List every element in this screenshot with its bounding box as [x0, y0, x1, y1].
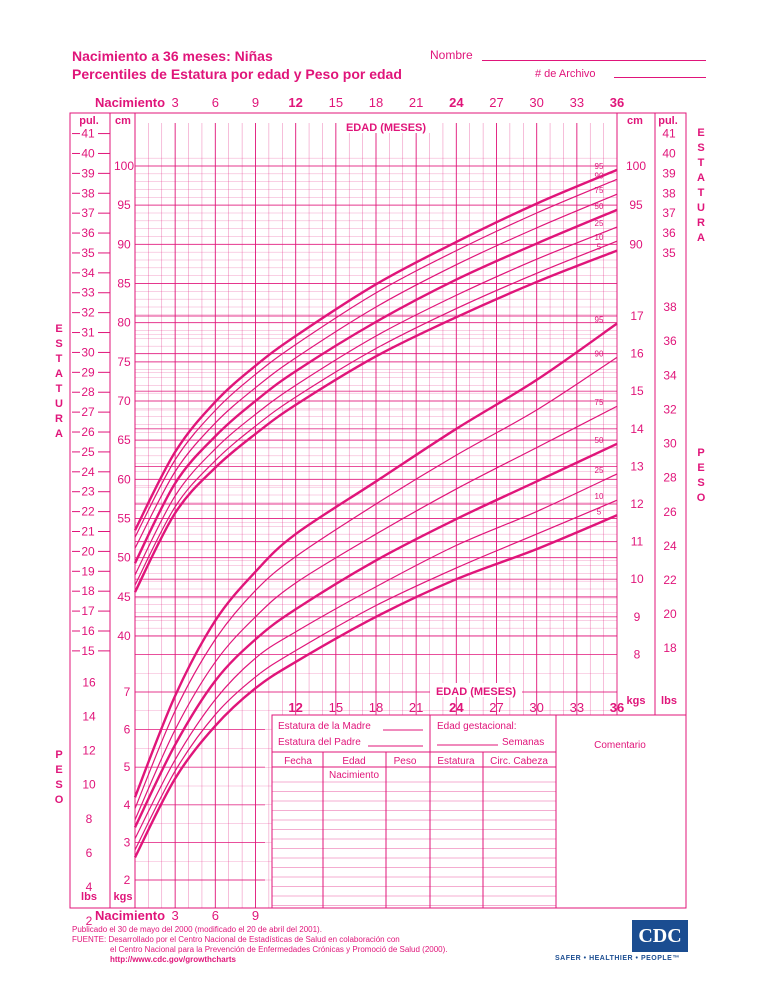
lb-tick-label-left: 4 [85, 879, 93, 894]
kg-tick-label-left: 6 [123, 722, 131, 737]
inch-tick-label: 15 [81, 643, 95, 658]
cm-tick-label: 80 [117, 315, 131, 330]
weeks-label: Semanas [502, 737, 545, 748]
cm-tick-label-right: 90 [629, 237, 643, 252]
cm-tick-label: 45 [117, 589, 131, 604]
x-tick-label-mid: 21 [408, 700, 424, 715]
kg-tick-label-right: 9 [633, 609, 641, 624]
inch-tick-label-right: 36 [662, 226, 676, 241]
inch-tick-label: 22 [81, 504, 95, 519]
cm-tick-label: 55 [117, 511, 131, 526]
cm-tick-label: 90 [117, 237, 131, 252]
inch-tick-label-right: 39 [662, 166, 676, 181]
head-circ-column-header: Circ. Cabeza [490, 756, 548, 767]
lb-tick-label-right: 18 [663, 641, 677, 656]
chart-title-line1: Nacimiento a 36 meses: Niñas [72, 48, 273, 64]
x-tick-label: Nacimiento [94, 95, 166, 110]
inch-tick-label: 39 [81, 166, 95, 181]
lb-tick-label-right: 26 [663, 504, 677, 519]
inch-tick-label: 31 [81, 325, 95, 340]
footer-source: FUENTE: Desarrollado por el Centro Nacional de Estadísticas de Salud en colaboración con [72, 935, 400, 944]
lb-tick-label-left: 16 [82, 675, 96, 690]
x-tick-label-mid: 27 [489, 700, 504, 715]
kg-tick-label-right: 10 [630, 572, 644, 587]
unit-lbs-left: lbs [81, 891, 97, 903]
comment-label: Comentario [594, 740, 646, 751]
x-axis-title-top: EDAD (MESES) [345, 122, 427, 134]
estatura-left-label: E S T A T U R A [55, 323, 63, 440]
inch-tick-label: 34 [81, 265, 95, 280]
inch-tick-label: 41 [81, 126, 95, 141]
weight-percentile-label: 90 [594, 349, 604, 359]
lb-tick-label-left: 12 [82, 743, 96, 758]
inch-tick-label-right: 41 [662, 126, 676, 141]
lb-tick-label-left: 14 [82, 709, 96, 724]
inch-tick-label: 17 [81, 604, 95, 619]
estatura-right-label: E S T A T U R A [697, 127, 705, 244]
x-tick-label-bottom: Nacimiento [94, 908, 166, 923]
x-tick-label-bottom: 3 [171, 908, 179, 923]
cm-tick-label: 100 [113, 159, 135, 173]
x-tick-label-mid: 36 [609, 700, 625, 715]
length-column-header: Estatura [437, 756, 475, 767]
lb-tick-label-left: 2 [85, 914, 93, 929]
peso-left-label: P E S O [54, 749, 64, 806]
inch-tick-label: 18 [81, 584, 95, 599]
kg-tick-label-left: 5 [123, 760, 131, 775]
inch-tick-label: 23 [81, 484, 95, 499]
length-percentile-label: 50 [594, 201, 604, 211]
inch-tick-label: 30 [81, 345, 95, 360]
inch-tick-label: 36 [81, 226, 95, 241]
length-percentile-label: 95 [594, 161, 604, 171]
inch-tick-label-right: 35 [662, 245, 676, 260]
x-tick-label: 30 [529, 95, 544, 110]
peso-right-label: P E S O [696, 447, 706, 504]
length-percentile-label: 5 [596, 242, 602, 252]
cdc-logo: CDC [632, 920, 688, 952]
lb-tick-label-right: 34 [663, 368, 677, 383]
footer-source-2: el Centro Nacional para la Prevención de Enfermedades Crónicas y Promoció de Salud (2000). [110, 945, 448, 954]
length-percentile-label: 25 [594, 219, 604, 229]
x-tick-label: 12 [288, 95, 303, 110]
x-tick-label: 6 [211, 95, 219, 110]
mother-height-label: Estatura de la Madre [278, 721, 371, 732]
inch-tick-label: 21 [81, 524, 95, 539]
kg-tick-label-right: 8 [633, 647, 641, 662]
footer-url[interactable]: http://www.cdc.gov/growthcharts [110, 955, 236, 964]
x-tick-label-mid: 15 [328, 700, 344, 715]
unit-inches-right: pul. [658, 115, 678, 127]
weight-percentile-label: 50 [594, 435, 604, 445]
x-tick-label: 18 [368, 95, 384, 110]
cm-tick-label: 40 [117, 629, 131, 643]
length-percentile-label: 90 [594, 171, 604, 181]
x-tick-label: 3 [171, 95, 179, 110]
weight-column-header: Peso [393, 756, 417, 767]
cm-tick-label: 85 [117, 276, 131, 291]
weight-percentile-label: 10 [594, 492, 604, 502]
unit-kgs-right: kgs [626, 695, 646, 707]
weight-percentile-label: 75 [594, 398, 604, 408]
inch-tick-label-right: 38 [662, 186, 676, 201]
inch-tick-label: 24 [81, 464, 95, 479]
lb-tick-label-right: 30 [663, 436, 677, 451]
cm-tick-label: 50 [117, 550, 131, 565]
x-tick-label-mid: 33 [569, 700, 585, 715]
kg-tick-label-right: 17 [630, 309, 644, 323]
x-tick-label: 33 [569, 95, 585, 110]
kg-tick-label-right: 12 [630, 497, 644, 511]
inch-tick-label-right: 37 [662, 206, 676, 221]
x-tick-label: 21 [408, 95, 424, 110]
inch-tick-label: 40 [81, 146, 95, 161]
lb-tick-label-right: 36 [663, 334, 677, 349]
unit-inches-left: pul. [79, 115, 99, 127]
weight-percentile-label: 95 [594, 315, 604, 325]
inch-tick-label: 25 [81, 444, 95, 459]
inch-tick-label: 29 [81, 365, 95, 380]
kg-tick-label-left: 4 [123, 797, 131, 812]
x-tick-label: 24 [449, 95, 464, 110]
cm-tick-label: 70 [117, 394, 131, 408]
inch-tick-label: 37 [81, 206, 95, 221]
lb-tick-label-right: 28 [663, 470, 677, 485]
inch-tick-label: 32 [81, 305, 95, 320]
inch-tick-label: 27 [81, 405, 95, 420]
cm-tick-label: 95 [117, 198, 131, 213]
kg-tick-label-left: 7 [123, 685, 131, 699]
lb-tick-label-left: 10 [82, 777, 96, 792]
cdc-tagline: SAFER • HEALTHIER • PEOPLE™ [555, 955, 680, 962]
kg-tick-label-right: 14 [630, 421, 644, 436]
x-tick-label-mid: 24 [449, 700, 464, 715]
name-label: Nombre [430, 48, 473, 62]
cm-tick-label-right: 95 [629, 198, 643, 213]
footer-published: Publicado el 30 de mayo del 2000 (modificado el 20 de abril del 2001). [72, 925, 322, 934]
x-tick-label-bottom: 9 [251, 908, 260, 923]
inch-tick-label: 38 [81, 186, 95, 201]
x-tick-label-mid: 12 [288, 700, 303, 715]
lb-tick-label-right: 24 [663, 538, 677, 553]
cm-tick-label-right: 100 [625, 159, 647, 173]
file-number-label: # de Archivo [535, 68, 596, 80]
lb-tick-label-right: 32 [663, 402, 677, 417]
birth-column-header: Nacimiento [328, 770, 380, 781]
gestational-age-label: Edad gestacional: [437, 721, 517, 732]
inch-tick-label: 16 [81, 623, 95, 638]
inch-tick-label: 26 [81, 425, 95, 440]
x-tick-label: 36 [609, 95, 625, 110]
lb-tick-label-right: 20 [663, 607, 677, 622]
kg-tick-label-left: 2 [123, 873, 131, 887]
x-tick-label: 9 [251, 95, 260, 110]
cm-tick-label: 65 [117, 433, 131, 448]
x-axis-title-mid: EDAD (MESES) [435, 686, 517, 698]
length-percentile-label: 75 [594, 186, 604, 196]
lb-tick-label-right: 38 [663, 300, 677, 315]
x-tick-label-mid: 18 [368, 700, 384, 715]
lb-tick-label-left: 8 [85, 811, 93, 826]
cm-tick-label: 60 [117, 472, 131, 487]
age-column-header: Edad [342, 756, 366, 767]
x-tick-label: 27 [489, 95, 504, 110]
inch-tick-label: 35 [81, 245, 95, 260]
lb-tick-label-right: 22 [663, 572, 677, 587]
x-tick-label-mid: 30 [529, 700, 544, 715]
weight-percentile-label: 5 [596, 507, 602, 517]
kg-tick-label-right: 16 [630, 346, 644, 361]
unit-cm-left: cm [115, 115, 131, 127]
kg-tick-label-right: 11 [630, 534, 644, 549]
unit-lbs-right: lbs [661, 695, 677, 707]
kg-tick-label-right: 15 [630, 384, 644, 399]
weight-percentile-label: 25 [594, 465, 604, 475]
kg-tick-label-right: 13 [630, 459, 644, 474]
unit-kgs-left: kgs [113, 891, 133, 903]
kg-tick-label-left: 3 [123, 835, 131, 850]
x-tick-label: 15 [328, 95, 344, 110]
date-column-header: Fecha [284, 756, 312, 767]
inch-tick-label: 19 [81, 564, 95, 579]
inch-tick-label: 28 [81, 385, 95, 400]
unit-cm-right: cm [627, 115, 643, 127]
length-percentile-label: 10 [594, 233, 604, 243]
lb-tick-label-left: 6 [85, 845, 93, 860]
cm-tick-label: 75 [117, 354, 131, 369]
chart-title-line2: Percentiles de Estatura por edad y Peso por edad [72, 66, 402, 82]
x-tick-label-bottom: 6 [211, 908, 219, 923]
father-height-label: Estatura del Padre [278, 737, 361, 748]
inch-tick-label: 33 [81, 285, 95, 300]
inch-tick-label: 20 [81, 544, 95, 559]
inch-tick-label-right: 40 [662, 146, 676, 161]
